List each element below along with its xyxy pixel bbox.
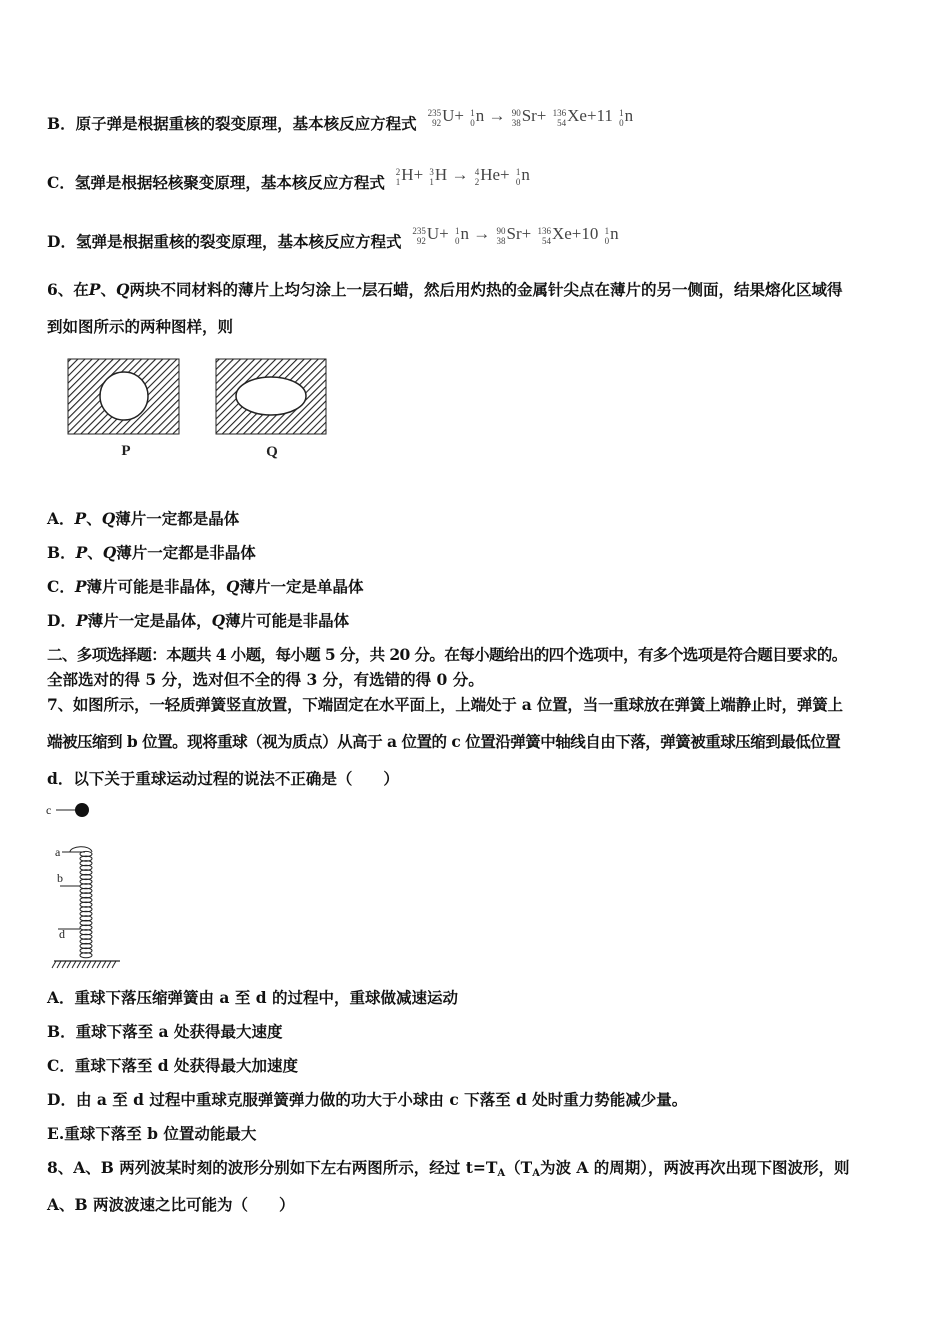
ground-hatch-stroke (72, 961, 76, 968)
ground-hatch-stroke (92, 961, 96, 968)
q6-option-b: B．P、Q薄片一定都是非晶体 (47, 543, 256, 562)
plate-p (68, 359, 179, 434)
spring-coil (70, 847, 92, 958)
label-b: b (57, 871, 63, 885)
q6-stem-line2: 到如图所示的两种图样，则 (47, 317, 234, 336)
ground-hatch-stroke (57, 961, 61, 968)
q7-option-a: A．重球下落压缩弹簧由 a 至 d 的过程中，重球做减速运动 (47, 988, 458, 1007)
q7-stem-line3: d．以下关于重球运动过程的说法不正确是（ ） (47, 769, 399, 788)
ground-hatch-stroke (52, 961, 56, 968)
ground-hatch-stroke (77, 961, 81, 968)
q7-option-d: D．由 a 至 d 过程中重球克服弹簧弹力做的功大于小球由 c 下落至 d 处时重力势能减少量。 (47, 1090, 688, 1109)
ground-hatch-stroke (102, 961, 106, 968)
q6-option-a: A．P、Q薄片一定都是晶体 (47, 509, 240, 528)
q6-option-c: C．P薄片可能是非晶体，Q薄片一定是单晶体 (47, 577, 364, 596)
label-d: d (59, 927, 65, 941)
ground-hatch-stroke (62, 961, 66, 968)
ground-hatch-stroke (112, 961, 116, 968)
ground-hatch-stroke (97, 961, 101, 968)
plate-q (216, 359, 326, 434)
q8-stem-line1: 8、A、B 两列波某时刻的波形分别如下左右两图所示，经过 $t=T_A(T_A$为波 A 的周期），两波再次出现下图波形，则 (47, 1158, 850, 1179)
spring-figure (40, 798, 135, 973)
section2-header-line1: 二、多项选择题：本题共 4 小题，每小题 5 分，共 20 分。在每小题给出的四个选项中，有多个选项是符合题目要求的。 (47, 645, 847, 664)
q5-option-c: C．氢弹是根据轻核聚变原理，基本核反应方程式 2 1 H+ 3 1 H → 4 2 He+ 1 0 n (47, 165, 530, 192)
q8-stem-line2: A、B 两波波速之比可能为（ ） (47, 1195, 295, 1214)
ground-hatch-stroke (87, 961, 91, 968)
q5-option-b: B．原子弹是根据重核的裂变原理，基本核反应方程式 235 92 U+ 1 0 n → 90 38 Sr+ 136 54 Xe+11 1 0 n (47, 106, 634, 133)
ground-hatch-stroke (67, 961, 71, 968)
fusion-equation-c: 2 1 H+ 3 1 H → 4 2 He+ 1 0 n (395, 165, 530, 187)
q7-option-b: B．重球下落至 a 处获得最大速度 (47, 1022, 283, 1041)
q5-option-d: D．氢弹是根据重核的裂变原理，基本核反应方程式 235 92 U+ 1 0 n → 90 38 Sr+ 136 54 Xe+10 1 0 n (47, 224, 619, 251)
ground-hatch-stroke (107, 961, 111, 968)
label-c: c (46, 803, 52, 817)
q6-stem-line1: 6、在P、Q两块不同材料的薄片上均匀涂上一层石蜡，然后用灼热的金属针尖点在薄片的另一侧面，结果熔化区域得 (47, 280, 843, 299)
label-q: Q (266, 444, 278, 460)
q7-stem-line2: 端被压缩到 b 位置。现将重球（视为质点）从高于 a 位置的 c 位置沿弹簧中轴线自由下落，弹簧被重球压缩到最低位置 (47, 732, 841, 751)
ground-hatch (52, 961, 116, 968)
fission-equation-d: 235 92 U+ 1 0 n → 90 38 Sr+ 136 54 Xe+10 1 0 n (412, 224, 619, 246)
heavy-ball (75, 803, 89, 817)
wax-melt-figure (60, 355, 340, 465)
label-a: a (55, 845, 61, 859)
q6-option-d: D．P薄片一定是晶体，Q薄片可能是非晶体 (47, 611, 350, 630)
q7-option-c: C．重球下落至 d 处获得最大加速度 (47, 1056, 298, 1075)
section2-header-line2: 全部选对的得 5 分，选对但不全的得 3 分，有选错的得 0 分。 (47, 670, 484, 689)
q7-stem-line1: 7、如图所示，一轻质弹簧竖直放置，下端固定在水平面上，上端处于 a 位置，当一重球放在弹簧上端静止时，弹簧上 (47, 695, 843, 714)
label-p: P (121, 443, 131, 459)
ground-hatch-stroke (82, 961, 86, 968)
fission-equation-b: 235 92 U+ 1 0 n → 90 38 Sr+ 136 54 Xe+11 1 0 n (427, 106, 634, 128)
q7-option-e: E.重球下落至 b 位置动能最大 (47, 1124, 257, 1143)
